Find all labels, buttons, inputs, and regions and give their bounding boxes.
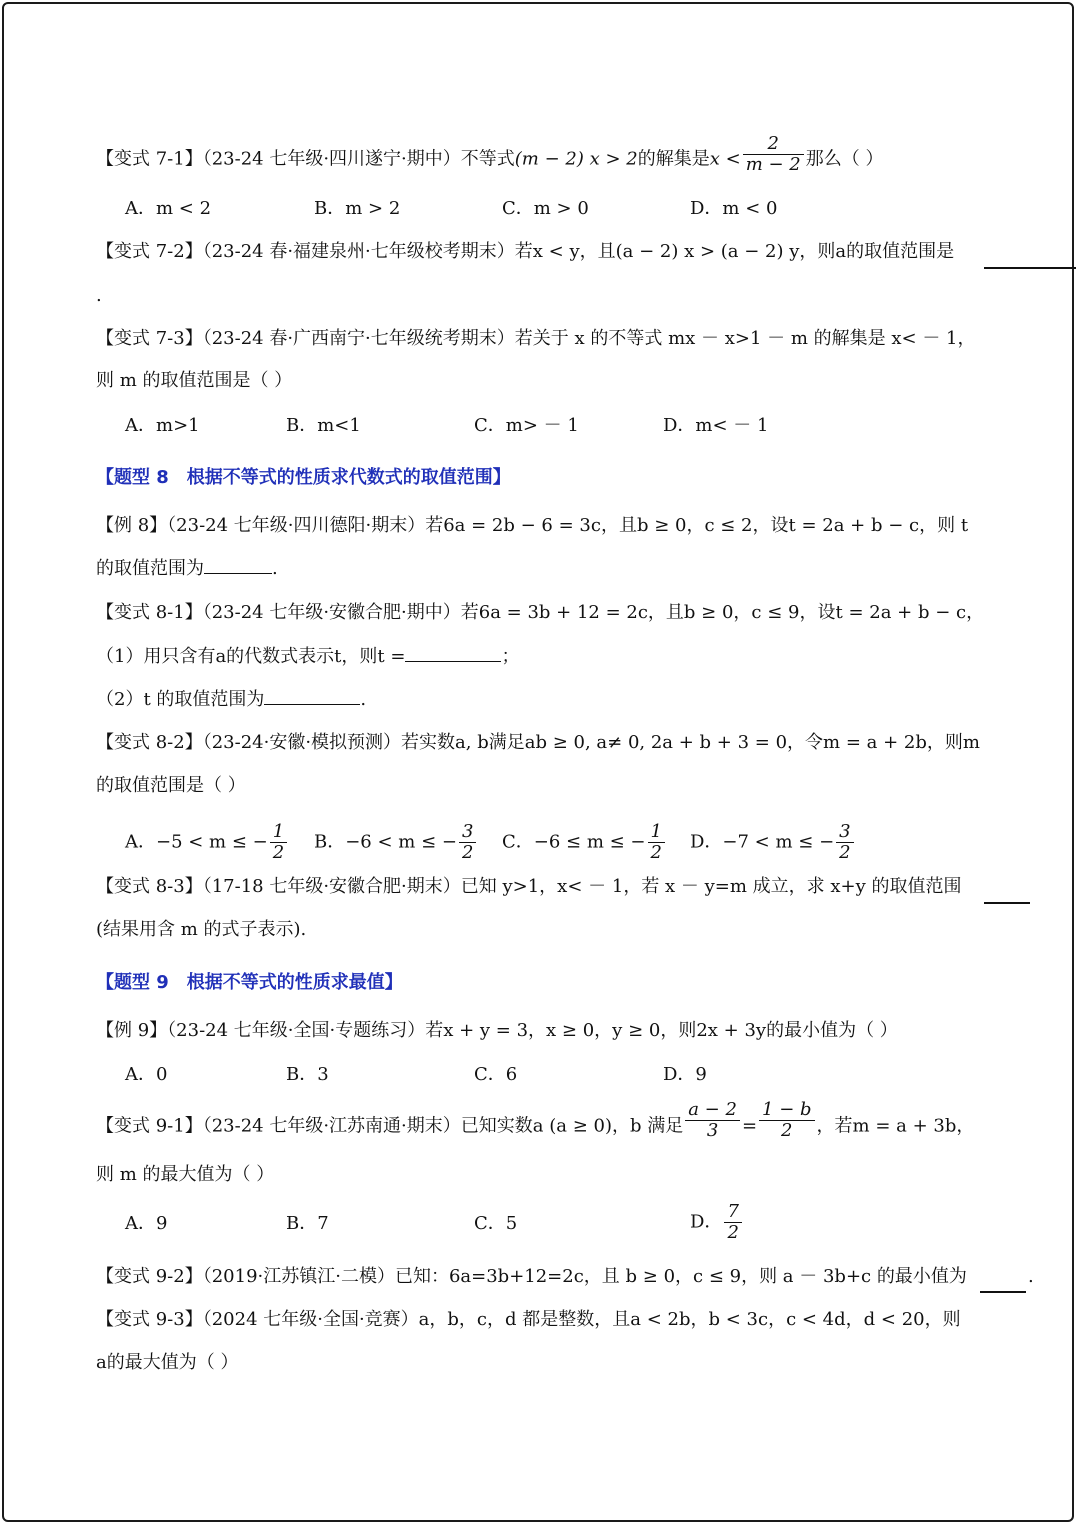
ex8-line2-text: 的取值范围为	[96, 558, 204, 579]
ex9-option-d: D．9	[663, 1064, 707, 1085]
ex9-option-a: A．0	[125, 1064, 168, 1085]
q8-1-part2-end: .	[360, 689, 367, 710]
q7-1-fraction	[743, 134, 804, 175]
frac-num: 1	[270, 822, 287, 843]
q9-1-option-d-text: D．	[690, 1211, 723, 1233]
q9-2-end: .	[1028, 1266, 1034, 1287]
q7-3-option-a: A．m>1	[125, 415, 200, 436]
q9-1-line1	[96, 1099, 975, 1141]
q7-2-answer-blank	[984, 267, 1076, 269]
section-heading-8: 【题型 8 根据不等式的性质求代数式的取值范围】	[96, 467, 511, 488]
q8-2-option-a	[125, 822, 289, 863]
ex8-line2	[96, 557, 278, 581]
frac-den: 2	[727, 1222, 739, 1243]
q8-1-part1-end: ；	[501, 646, 520, 667]
q9-1-option-b: B．7	[286, 1213, 329, 1234]
q7-3-line2: 则 m 的取值范围是（ ）	[96, 370, 293, 391]
q9-1-option-d	[690, 1202, 744, 1243]
q7-1-inequality: (m − 2) x > 2	[514, 148, 638, 170]
q9-1-option-d-fraction	[724, 1202, 741, 1243]
q8-1-line3	[96, 688, 366, 712]
q8-1-part1-text: （1）用只含有a的代数式表示t，则t =	[96, 646, 406, 667]
q7-1-line	[96, 133, 884, 175]
q7-1-option-d: D．m < 0	[690, 198, 778, 219]
q7-2-line: 【变式 7-2】（23-24 春·福建泉州·七年级校考期末）若x < y，且(a − 2) x > (a − 2) y，则a的取值范围是	[96, 241, 955, 262]
frac-den: 2	[650, 842, 662, 863]
frac-num: 3	[836, 822, 853, 843]
q8-2-line2: 的取值范围是（ ）	[96, 775, 246, 796]
section-heading-9: 【题型 9 根据不等式的性质求最值】	[96, 972, 403, 993]
q9-3-line1: 【变式 9-3】（2024 七年级·全国·竞赛）a，b，c，d 都是整数，且a < 2b，b < 3c，c < 4d，d < 20，则	[96, 1309, 961, 1330]
q8-2-option-d-fraction	[836, 822, 853, 863]
ex8-line2-end: .	[272, 558, 278, 579]
q8-1-part2-text: （2）t 的取值范围为	[96, 689, 265, 710]
q8-2-line1: 【变式 8-2】（23-24·安徽·模拟预测）若实数a, b满足ab ≥ 0, a≠ 0, 2a + b + 3 = 0，令m = a + 2b，则m	[96, 732, 980, 753]
q8-1-part2-blank	[264, 688, 360, 705]
q7-1-frac-num: 2	[743, 134, 804, 155]
q8-2-option-b-fraction	[459, 822, 476, 863]
frac-den: 2	[781, 1120, 793, 1141]
q8-1-line2	[96, 645, 519, 669]
q9-1-pre: 【变式 9-1】（23-24 七年级·江苏南通·期末）已知实数a (a ≥ 0)，b 满足	[96, 1115, 684, 1137]
q8-2-option-c-text: C．−6 ≤ m ≤ −	[502, 831, 646, 853]
q9-1-option-a: A．9	[125, 1213, 168, 1234]
q8-2-option-a-text: A．−5 < m ≤ −	[125, 831, 268, 853]
q7-3-option-c: C．m> － 1	[474, 415, 579, 436]
q9-2-line: 【变式 9-2】（2019·江苏镇江·二模）已知：6a=3b+12=2c，且 b ≥ 0，c ≤ 9，则 a － 3b+c 的最小值为	[96, 1266, 967, 1287]
q9-1-option-c: C．5	[474, 1213, 518, 1234]
q7-1-prefix: 【变式 7-1】（23-24 七年级·四川遂宁·期中）不等式	[96, 148, 515, 170]
q7-3-line1: 【变式 7-3】（23-24 春·广西南宁·七年级统考期末）若关于 x 的不等式 mx － x>1 － m 的解集是 x< － 1，	[96, 328, 976, 349]
q8-3-line2: (结果用含 m 的式子表示).	[96, 919, 307, 940]
frac-den: 3	[706, 1120, 719, 1141]
q8-2-option-b	[314, 822, 478, 863]
q7-1-suffix: 那么（ ）	[805, 148, 884, 170]
frac-num: 1 − b	[759, 1100, 815, 1121]
q7-3-option-d: D．m< － 1	[663, 415, 769, 436]
frac-num: a − 2	[685, 1100, 740, 1121]
q9-3-line2: a的最大值为（ ）	[96, 1352, 239, 1373]
q8-2-option-d-text: D．−7 < m ≤ −	[690, 831, 835, 853]
q8-2-option-c-fraction	[648, 822, 665, 863]
page-frame	[2, 2, 1074, 1522]
frac-num: 7	[724, 1202, 741, 1223]
q7-1-option-b: B．m > 2	[314, 198, 401, 219]
q8-3-answer-blank	[984, 902, 1030, 904]
ex8-answer-blank	[204, 557, 272, 574]
q9-1-fraction-2	[759, 1100, 815, 1141]
q7-1-option-c: C．m > 0	[502, 198, 589, 219]
q8-1-part1-blank	[405, 645, 501, 662]
q7-1-mid: 的解集是	[637, 148, 710, 170]
frac-den: 2	[272, 842, 285, 863]
q9-1-line2: 则 m 的最大值为（ ）	[96, 1164, 275, 1185]
q7-1-x-lt: x <	[709, 148, 741, 170]
q8-1-line1: 【变式 8-1】（23-24 七年级·安徽合肥·期中）若6a = 3b + 12 = 2c，且b ≥ 0，c ≤ 9，设t = 2a + b − c，	[96, 602, 985, 623]
frac-num: 3	[459, 822, 476, 843]
q8-2-option-a-fraction	[270, 822, 287, 863]
q9-1-equals: =	[741, 1115, 758, 1137]
q9-1-post: ，若m = a + 3b，	[816, 1115, 975, 1137]
q8-2-option-d	[690, 822, 856, 863]
ex9-option-b: B．3	[286, 1064, 329, 1085]
q7-2-cont: .	[96, 285, 102, 306]
q8-2-option-b-text: B．−6 < m ≤ −	[314, 831, 457, 853]
q9-2-answer-blank	[980, 1291, 1026, 1293]
frac-num: 1	[648, 822, 665, 843]
ex9-line1: 【例 9】（23-24 七年级·全国·专题练习）若x + y = 3，x ≥ 0，y ≥ 0，则2x + 3y的最小值为（ ）	[96, 1020, 898, 1041]
q7-3-option-b: B．m<1	[286, 415, 361, 436]
ex9-option-c: C．6	[474, 1064, 518, 1085]
frac-den: 2	[839, 842, 851, 863]
q9-1-fraction-1	[685, 1100, 740, 1141]
frac-den: 2	[461, 842, 474, 863]
q8-2-option-c	[502, 822, 667, 863]
q7-1-frac-den: m − 2	[745, 154, 801, 175]
q7-1-option-a: A．m < 2	[125, 198, 212, 219]
q8-3-line1: 【变式 8-3】（17-18 七年级·安徽合肥·期末）已知 y>1，x< － 1，若 x － y=m 成立，求 x+y 的取值范围	[96, 876, 962, 897]
ex8-line1: 【例 8】（23-24 七年级·四川德阳·期末）若6a = 2b − 6 = 3c，且b ≥ 0，c ≤ 2，设t = 2a + b − c，则 t	[96, 515, 969, 536]
